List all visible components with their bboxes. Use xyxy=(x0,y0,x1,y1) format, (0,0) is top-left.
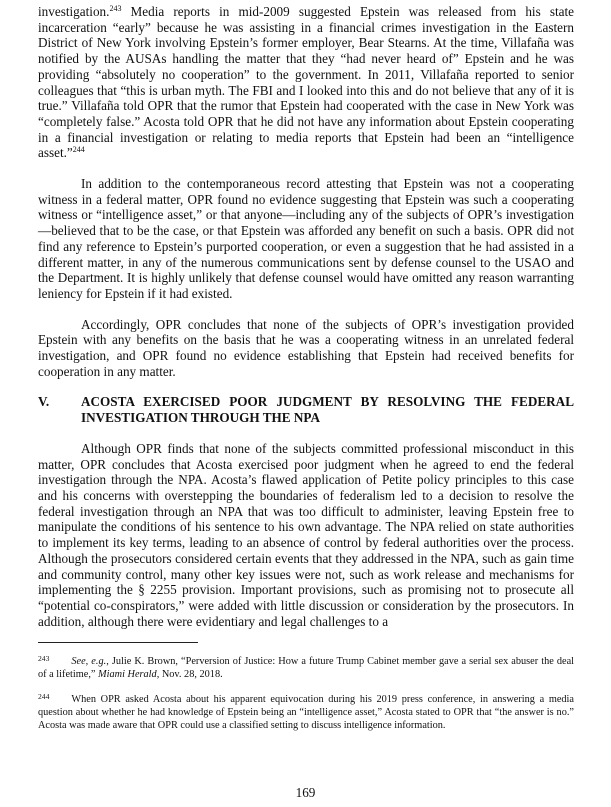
footnote-number: 243 xyxy=(38,654,50,664)
footnote-divider xyxy=(38,642,198,643)
paragraph-text: Media reports in mid-2009 suggested Epstein was released from his state incarceration “early” because he was assisting in a financial crimes investigation in the Eastern District of New York involving Epstein’s former employer, Bear Stearns. At the time, Villafaña was notified by the AUSAs handling the matter that they “had never heard of” Epstein and he was providing “absolutely no cooperation” to the government. In 2011, Villafaña reported to senior colleagues that “this is urban myth. The FBI and I looked into this and do not believe that any of it is true.” Villafaña told OPR that the rumor that Epstein had cooperated with the case in New York was “completely false.” Acosta told OPR that he did not have any information about Epstein cooperating in a financial investigation or relating to media reports that Epstein had been an “intelligence asset.” xyxy=(38,4,574,161)
paragraph-conclusion: Accordingly, OPR concludes that none of the subjects of OPR’s investigation provided Epstein with any benefits on the basis that he was a cooperating witness in an unrelated federal investigation, and OPR found no evidence establishing that Epstein had received benefits for cooperation in any matter. xyxy=(38,316,574,379)
footnote-signal: See, e.g. xyxy=(71,656,107,668)
footnote-text: When OPR asked Acosta about his apparent equivocation during his 2019 press conference, in answering a media question about whether he had knowledge of Epstein being an “intelligence asset,” Acosta stated to OPR that “the answer is no.” Acosta was made aware that OPR could use a classified setting to discuss intelligence information. xyxy=(38,694,574,732)
footnote-number: 244 xyxy=(38,692,50,702)
footnote-ref-244[interactable]: 244 xyxy=(72,145,85,155)
footnote-text-end: , Nov. 28, 2018. xyxy=(156,669,223,681)
footnote-text: , Julie K. Brown, “Perversion of Justice: How a future Trump Cabinet member gave a serial sex abuser the deal of a lifetime,” xyxy=(38,656,574,681)
section-number: V. xyxy=(38,394,50,410)
footnote-243 xyxy=(38,652,574,681)
document-page xyxy=(38,4,574,732)
page-number: 169 xyxy=(295,785,316,800)
paragraph-poor-judgment: Although OPR finds that none of the subjects committed professional misconduct in this matter, OPR concludes that Acosta exercised poor judgment when he agreed to end the federal investigation through the NPA. Acosta’s flawed application of Petite policy principles to this case and his concerns with overstepping the boundaries of federalism led to a decision to resolve the federal investigation through an NPA that was too difficult to administer, leaving Epstein free to manipulate the conditions of his sentence to his own advantage. The NPA relied on state authorities to implement its key terms, leading to an absence of control by federal authorities over the process. Although the prosecutors considered certain events that they addressed in the NPA, such as gain time and community control, many other key issues were not, such as work release and mechanisms for implementing the § 2255 provision. Important provisions, such as promising not to prosecute all “potential co-conspirators,” were added with little discussion or consideration by the prosecutors. In addition, although there were evidentiary and legal challenges to a xyxy=(38,440,574,629)
footnote-244 xyxy=(38,690,574,732)
paragraph-lead: investigation. xyxy=(38,4,110,19)
paragraph-cooperation-evidence: In addition to the contemporaneous record attesting that Epstein was not a cooperating witness in a federal matter, OPR found no evidence suggesting that Epstein was such a cooperating witness or “intelligence asset,” or that anyone—including any of the subjects of OPR’s investigation—believed that to be the case, or that Epstein was afforded any benefit on such a basis. OPR did not find any reference to Epstein’s purported cooperation, or even a suggestion that he had assisted in a different matter, in any of the numerous communications sent by defense counsel to the USAO and the Department. It is highly unlikely that defense counsel would have omitted any reason warranting leniency for Epstein if it had existed. xyxy=(38,176,574,301)
paragraph-continuation xyxy=(38,4,574,161)
footnote-ref-243[interactable]: 243 xyxy=(109,4,122,13)
section-title: ACOSTA EXERCISED POOR JUDGMENT BY RESOLVING THE FEDERAL INVESTIGATION THROUGH THE NPA xyxy=(81,394,574,426)
footnote-source: Miami Herald xyxy=(98,669,157,681)
section-heading xyxy=(38,394,574,425)
